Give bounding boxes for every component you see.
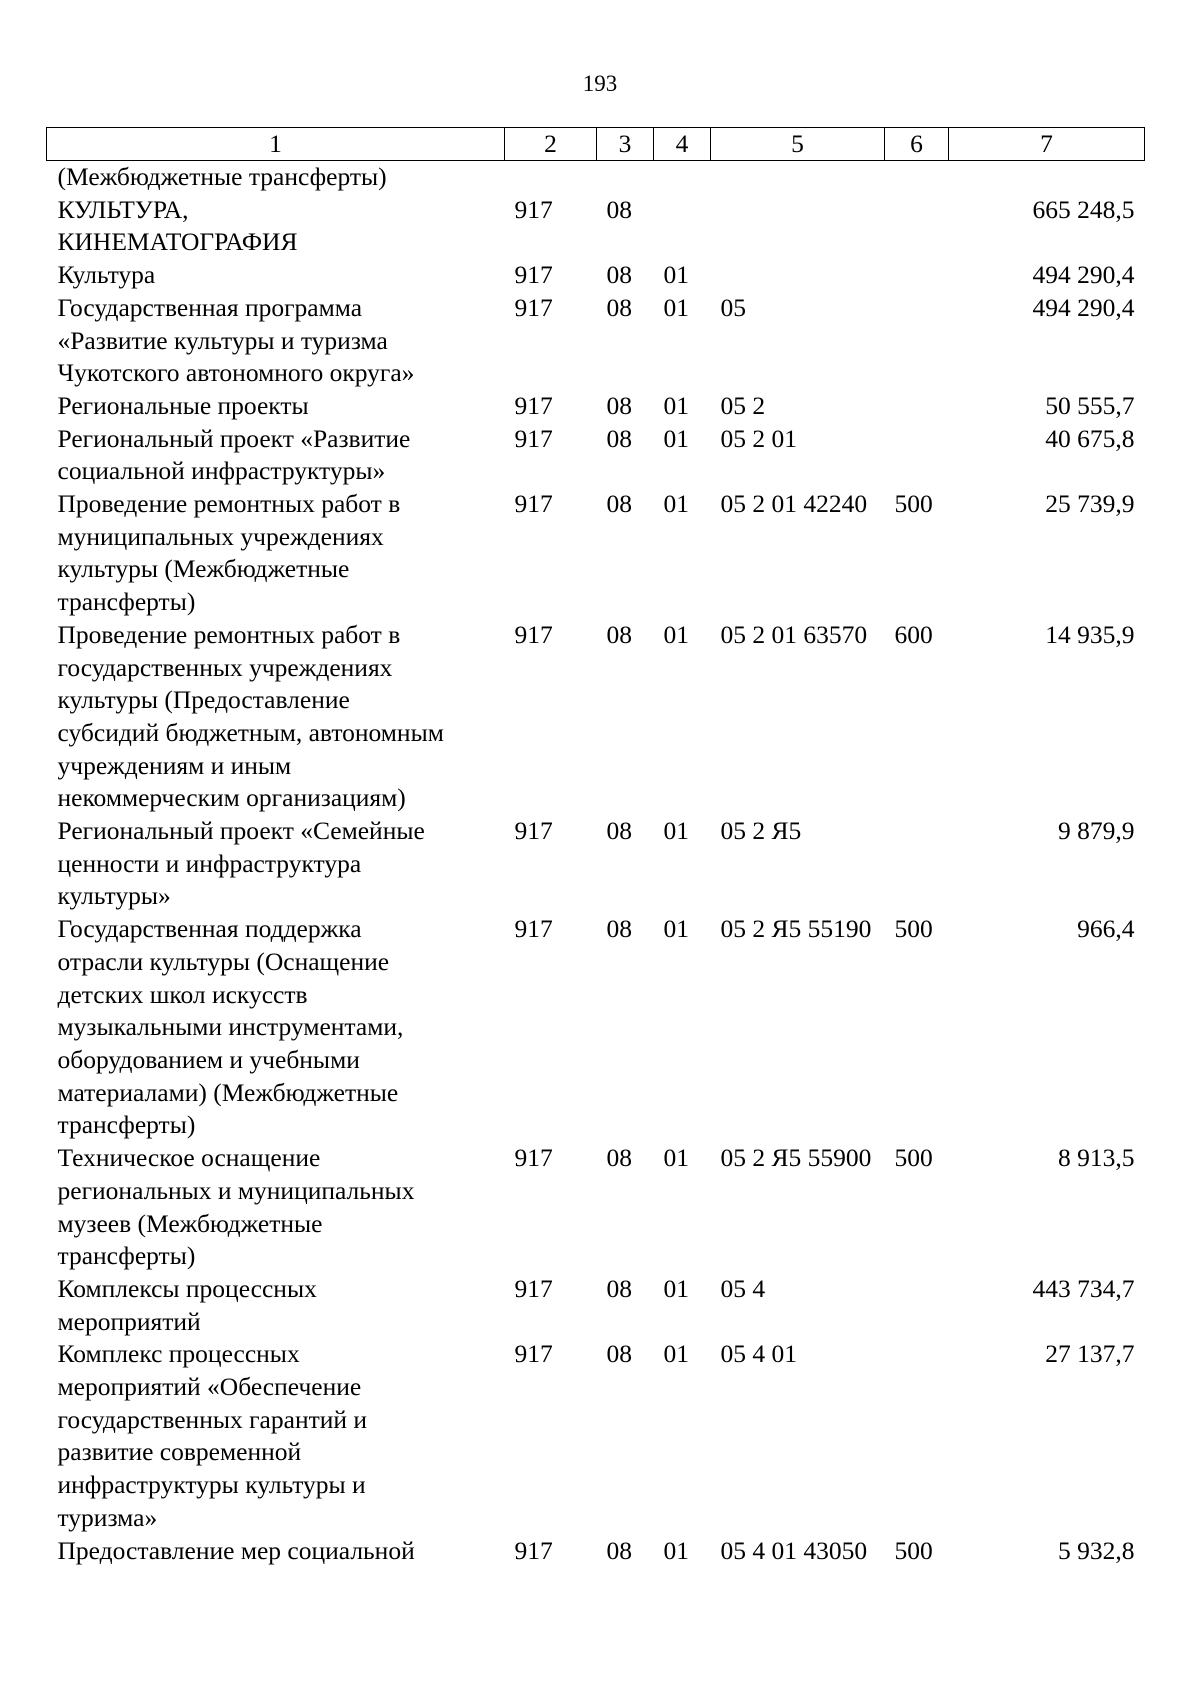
expense-type-cell: 500 [894,1535,933,1565]
admin-code-cell: 917 [514,489,553,519]
item-name-line: Государственная поддержка [57,914,362,944]
item-name-line: государственных гарантий и [57,1404,368,1434]
expense-type-cell: 500 [894,1143,933,1173]
expense-type-cell: 500 [894,914,933,944]
item-name-line: развитие современной [57,1437,302,1467]
expense-type-cell [885,1338,949,1534]
item-name-line: Комплекс процессных [57,1339,300,1369]
item-name-line: (Межбюджетные трансферты) [57,162,387,191]
target-article-cell: 05 2 [720,390,766,420]
amount-cell: 966,4 [1077,914,1135,944]
item-name-line: культуры (Предоставление [57,685,350,715]
item-name-line: Предоставление мер социальной [57,1535,415,1565]
item-name-line: музыкальными инструментами, [57,1012,404,1042]
column-header: 1 [47,128,505,161]
item-name-cell [47,1338,505,1534]
admin-code-cell: 917 [514,423,553,453]
expense-type-cell [885,259,949,292]
table-row [47,1338,1145,1534]
column-header: 3 [597,128,654,161]
section-cell: 08 [606,816,632,846]
item-name-line: трансферты) [57,1241,196,1271]
table-row [47,194,1145,259]
amount-cell: 50 555,7 [1045,390,1135,420]
subsection-cell: 01 [663,619,689,649]
item-name-cell [47,292,505,390]
item-name-line: социальной инфраструктуры» [57,456,386,486]
expense-type-cell: 600 [894,619,933,649]
item-name-line: Техническое оснащение [57,1143,321,1173]
section-cell: 08 [606,619,632,649]
section-cell: 08 [606,292,632,322]
item-name-line: материалами) (Межбюджетные [57,1077,399,1107]
expense-type-cell [885,292,949,390]
expense-type-cell [885,815,949,913]
section-cell: 08 [606,1535,632,1565]
item-name-line: культуры» [57,881,171,911]
item-name-line: региональных и муниципальных [57,1175,415,1205]
amount-cell: 27 137,7 [1045,1339,1135,1369]
target-article-cell [711,259,885,292]
table-row [47,259,1145,292]
admin-code-cell: 917 [514,260,553,290]
subsection-cell: 01 [663,914,689,944]
target-article-cell: 05 [720,292,746,322]
item-name-line: ценности и инфраструктура [57,848,362,878]
item-name-line: «Развитие культуры и туризма [57,325,388,355]
item-name-cell [47,423,505,488]
table-row [47,390,1145,423]
subsection-cell: 01 [663,1273,689,1303]
subsection-cell: 01 [663,1535,689,1565]
item-name-line: музеев (Межбюджетные [57,1208,323,1238]
table-row [47,423,1145,488]
table-row [47,1273,1145,1338]
amount-cell: 665 248,5 [1032,194,1135,224]
amount-cell: 40 675,8 [1045,423,1135,453]
subsection-cell: 01 [663,816,689,846]
item-name-cell [47,815,505,913]
item-name-line: КИНЕМАТОГРАФИЯ [57,227,298,257]
item-name-line: государственных учреждениях [57,652,393,682]
table-row [47,1142,1145,1273]
section-cell: 08 [606,914,632,944]
column-header: 6 [885,128,949,161]
expense-type-cell [885,1273,949,1338]
item-name-line: инфраструктуры культуры и [57,1470,366,1500]
target-article-cell: 05 4 [720,1273,766,1303]
target-article-cell: 05 4 01 43050 [720,1535,868,1565]
section-cell [597,161,654,194]
item-name-line: детских школ искусств [57,979,308,1009]
admin-code-cell: 917 [514,194,553,224]
item-name-line: культуры (Межбюджетные [57,554,350,584]
item-name-cell [47,1273,505,1338]
table-row [47,161,1145,194]
section-cell: 08 [606,260,632,290]
item-name-line: мероприятий «Обеспечение [57,1372,362,1402]
target-article-cell: 05 2 01 [720,423,797,453]
table-row [47,815,1145,913]
section-cell: 08 [606,489,632,519]
target-article-cell: 05 2 01 63570 [720,619,868,649]
amount-cell: 494 290,4 [1032,260,1135,290]
item-name-line: оборудованием и учебными [57,1044,360,1074]
item-name-cell [47,1142,505,1273]
item-name-line: Региональный проект «Развитие [57,423,411,453]
page-number: 193 [582,71,618,96]
item-name-line: туризма» [57,1502,158,1532]
admin-code-cell: 917 [514,292,553,322]
table-row [47,913,1145,1142]
table-row [47,619,1145,815]
expense-type-cell [885,390,949,423]
subsection-cell: 01 [663,1339,689,1369]
amount-cell: 14 935,9 [1045,619,1135,649]
subsection-cell [654,161,711,194]
item-name-line: Чукотского автономного округа» [57,358,415,388]
section-cell: 08 [606,194,632,224]
target-article-cell: 05 2 01 42240 [720,489,868,519]
item-name-line: трансферты) [57,587,196,617]
column-header: 4 [654,128,711,161]
item-name-line: учреждениям и иным [57,750,292,780]
item-name-cell [47,1535,505,1568]
amount-cell: 25 739,9 [1045,489,1135,519]
item-name-line: отрасли культуры (Оснащение [57,946,390,976]
item-name-line: Региональный проект «Семейные [57,816,425,846]
section-cell: 08 [606,423,632,453]
table-row [47,488,1145,619]
admin-code-cell: 917 [514,390,553,420]
target-article-cell: 05 2 Я5 55900 [720,1143,872,1173]
admin-code-cell: 917 [514,619,553,649]
subsection-cell: 01 [663,423,689,453]
admin-code-cell: 917 [514,1273,553,1303]
column-header: 5 [711,128,885,161]
subsection-cell: 01 [663,390,689,420]
item-name-cell [47,390,505,423]
table-body [47,161,1145,1568]
item-name-cell [47,194,505,259]
item-name-line: Проведение ремонтных работ в [57,489,401,519]
item-name-line: Региональные проекты [57,390,309,420]
target-article-cell: 05 4 01 [720,1339,797,1369]
amount-cell: 494 290,4 [1032,292,1135,322]
item-name-line: некоммерческим организациям) [57,783,406,813]
admin-code-cell: 917 [514,816,553,846]
item-name-line: Культура [57,260,156,290]
section-cell: 08 [606,1339,632,1369]
budget-table [46,127,1145,1567]
table-row [47,1535,1145,1568]
section-cell: 08 [606,1273,632,1303]
column-header: 2 [505,128,597,161]
table-header-row [47,128,1145,161]
expense-type-cell: 500 [894,489,933,519]
amount-cell: 9 879,9 [1058,816,1135,846]
subsection-cell: 01 [663,1143,689,1173]
expense-type-cell [885,161,949,194]
item-name-line: Проведение ремонтных работ в [57,619,401,649]
section-cell: 08 [606,1143,632,1173]
target-article-cell: 05 2 Я5 [720,816,802,846]
expense-type-cell [885,194,949,259]
item-name-line: трансферты) [57,1110,196,1140]
item-name-line: мероприятий [57,1306,201,1336]
item-name-line: Государственная программа [57,292,363,322]
column-header: 7 [949,128,1145,161]
admin-code-cell [505,161,597,194]
subsection-cell: 01 [663,260,689,290]
admin-code-cell: 917 [514,1535,553,1565]
item-name-cell [47,488,505,619]
amount-cell [949,161,1145,194]
subsection-cell: 01 [663,292,689,322]
table-row [47,292,1145,390]
item-name-cell [47,913,505,1142]
item-name-line: КУЛЬТУРА, [57,194,189,224]
item-name-cell [47,619,505,815]
item-name-line: муниципальных учреждениях [57,521,384,551]
admin-code-cell: 917 [514,1143,553,1173]
admin-code-cell: 917 [514,1339,553,1369]
item-name-cell [47,259,505,292]
section-cell: 08 [606,390,632,420]
expense-type-cell [885,423,949,488]
item-name-line: Комплексы процессных [57,1273,317,1303]
target-article-cell: 05 2 Я5 55190 [720,914,872,944]
item-name-line: субсидий бюджетным, автономным [57,717,444,747]
amount-cell: 8 913,5 [1058,1143,1135,1173]
admin-code-cell: 917 [514,914,553,944]
amount-cell: 5 932,8 [1058,1535,1135,1565]
target-article-cell [711,161,885,194]
amount-cell: 443 734,7 [1032,1273,1135,1303]
subsection-cell [654,194,711,259]
subsection-cell: 01 [663,489,689,519]
target-article-cell [711,194,885,259]
item-name-cell [47,161,505,194]
